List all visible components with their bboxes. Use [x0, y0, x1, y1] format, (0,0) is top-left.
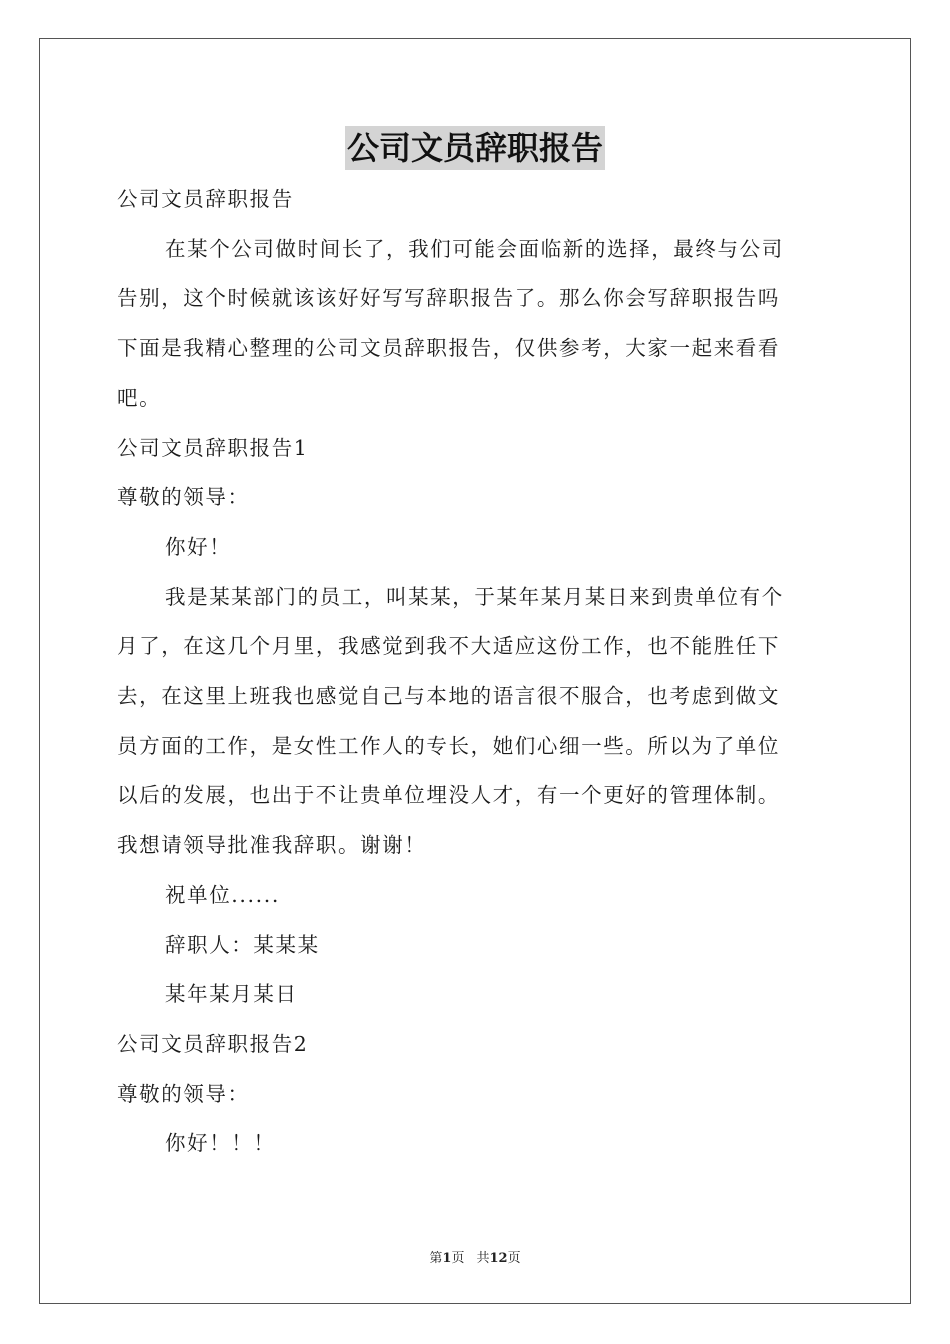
paragraph: 去，在这里上班我也感觉自己与本地的语言很不服合，也考虑到做文 [117, 684, 780, 709]
document-title: 公司文员辞职报告 [345, 126, 605, 170]
paragraph: 公司文员辞职报告2 [117, 1031, 309, 1056]
paragraph: 我是某某部门的员工，叫某某，于某年某月某日来到贵单位有个 [165, 584, 784, 609]
paragraph: 祝单位...... [165, 882, 280, 907]
page-footer [0, 1247, 950, 1266]
paragraph: 以后的发展，也出于不让贵单位埋没人才，有一个更好的管理体制。 [117, 783, 780, 808]
page-number: 1 [442, 1251, 452, 1266]
paragraph: 你好！ [165, 534, 232, 559]
paragraph: 你好！！！ [165, 1131, 276, 1156]
total-pages: 12 [489, 1251, 508, 1266]
total-prefix: 共 [476, 1251, 490, 1266]
paragraph: 告别，这个时候就该该好好写写辞职报告了。那么你会写辞职报告吗 [117, 286, 780, 311]
paragraph: 吧。 [117, 385, 162, 410]
paragraph: 尊敬的领导： [117, 485, 250, 510]
paragraph: 月了，在这几个月里，我感觉到我不大适应这份工作，也不能胜任下 [117, 634, 780, 659]
document-body [117, 175, 833, 1169]
total-suffix: 页 [507, 1251, 521, 1266]
paragraph: 我想请领导批准我辞职。谢谢！ [117, 833, 427, 858]
page-suffix: 页 [451, 1251, 465, 1266]
page-prefix: 第 [429, 1251, 443, 1266]
title-container [0, 126, 950, 170]
paragraph: 员方面的工作，是女性工作人的专长，她们心细一些。所以为了单位 [117, 733, 780, 758]
paragraph: 某年某月某日 [165, 982, 298, 1007]
paragraph: 公司文员辞职报告 [117, 187, 294, 211]
paragraph: 下面是我精心整理的公司文员辞职报告，仅供参考，大家一起来看看 [117, 336, 780, 361]
paragraph: 公司文员辞职报告1 [117, 435, 309, 460]
paragraph: 辞职人：某某某 [165, 932, 320, 957]
paragraph: 尊敬的领导： [117, 1081, 250, 1106]
paragraph: 在某个公司做时间长了，我们可能会面临新的选择，最终与公司 [165, 236, 784, 261]
